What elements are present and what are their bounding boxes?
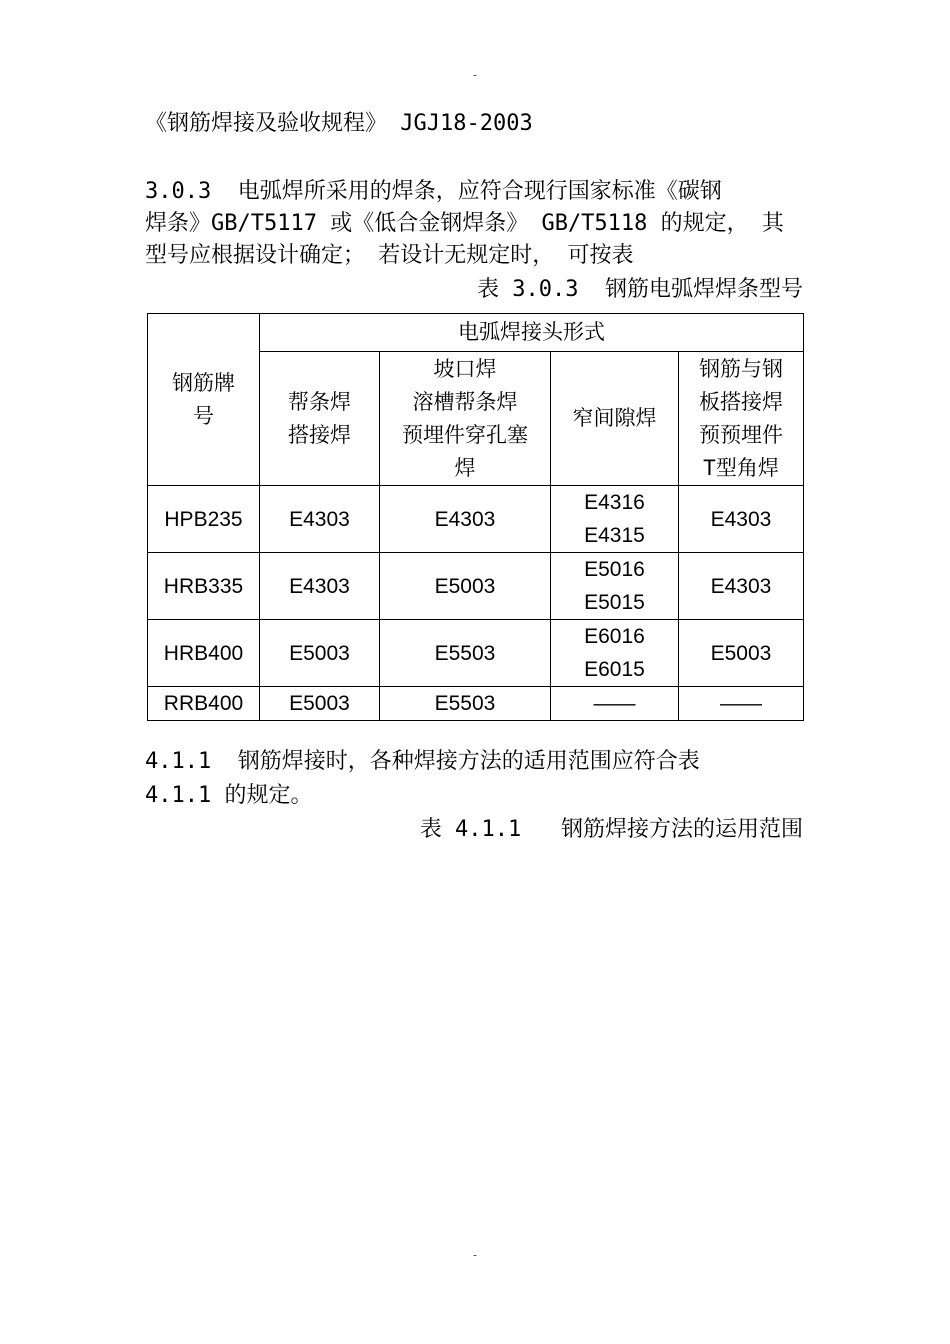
cell: E4303	[679, 486, 804, 553]
document-title: 《钢筋焊接及验收规程》 JGJ18-2003	[145, 111, 533, 136]
cell: ——	[551, 687, 679, 721]
paragraph-303-line-1: 3.0.3 电弧焊所采用的焊条，应符合现行国家标准《碳钢	[145, 179, 722, 204]
rebar-grade: HRB335	[148, 553, 260, 620]
rebar-grade-header: 钢筋牌 号	[148, 314, 260, 486]
column-header-2: 坡口焊 溶槽帮条焊 预埋件穿孔塞 焊	[380, 352, 551, 486]
page-top-mark: -	[471, 68, 479, 82]
cell: E5503	[380, 620, 551, 687]
cell: E4316 E4315	[551, 486, 679, 553]
column-header-3: 窄间隙焊	[551, 352, 679, 486]
cell: E5003	[260, 620, 380, 687]
column-header-1: 帮条焊 搭接焊	[260, 352, 380, 486]
cell: E5016 E5015	[551, 553, 679, 620]
paragraph-303-line-3: 型号应根据设计确定； 若设计无规定时， 可按表	[145, 243, 634, 268]
rebar-grade: RRB400	[148, 687, 260, 721]
cell: E4303	[260, 486, 380, 553]
paragraph-303-line-2: 焊条》GB/T5117 或《低合金钢焊条》 GB/T5118 的规定， 其	[145, 211, 784, 236]
paragraph-411-line-2: 4.1.1 的规定。	[145, 783, 313, 808]
table-row	[148, 687, 804, 721]
paragraph-411-line-1: 4.1.1 钢筋焊接时，各种焊接方法的适用范围应符合表	[145, 749, 700, 774]
cell: E4303	[380, 486, 551, 553]
table-303-caption: 表 3.0.3 钢筋电弧焊焊条型号	[477, 277, 803, 302]
arc-weld-joint-header: 电弧焊接头形式	[260, 314, 804, 352]
cell: E5003	[260, 687, 380, 721]
electrode-table	[147, 313, 804, 721]
rebar-grade: HRB400	[148, 620, 260, 687]
cell: E5003	[380, 553, 551, 620]
table-row	[148, 620, 804, 687]
cell: E5503	[380, 687, 551, 721]
rebar-grade: HPB235	[148, 486, 260, 553]
cell: E6016 E6015	[551, 620, 679, 687]
cell: ——	[679, 687, 804, 721]
table-row	[148, 553, 804, 620]
column-header-4: 钢筋与钢 板搭接焊 预预埋件 T型角焊	[679, 352, 804, 486]
cell: E4303	[679, 553, 804, 620]
cell: E5003	[679, 620, 804, 687]
table-row	[148, 486, 804, 553]
table-411-caption: 表 4.1.1 钢筋焊接方法的运用范围	[419, 817, 803, 842]
page-bottom-mark: -	[471, 1248, 479, 1262]
cell: E4303	[260, 553, 380, 620]
